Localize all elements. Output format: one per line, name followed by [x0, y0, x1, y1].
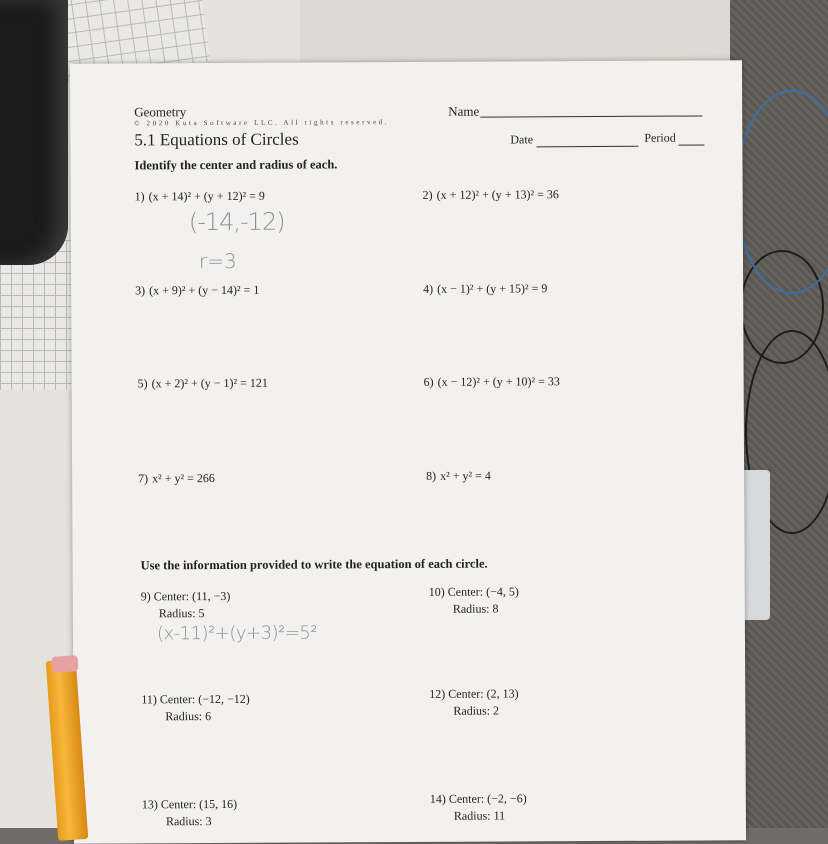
problem-radius: Radius: 6: [165, 709, 212, 724]
problem-number: 5): [137, 376, 148, 391]
problem-radius: Radius: 3: [165, 814, 212, 829]
problem-6: [424, 374, 560, 390]
problem-1: [135, 189, 265, 205]
copyright-notice: © 2020 Kuta Software LLC. All rights reserved.: [134, 118, 390, 128]
problem-number: 13): [141, 797, 158, 812]
problem-radius: Radius: 2: [453, 703, 500, 718]
problem-number: 11): [141, 692, 157, 707]
problem-number: 6): [423, 374, 434, 389]
problem-4: [423, 281, 547, 297]
problem-11: [141, 691, 250, 726]
problem-radius: Radius: 11: [453, 808, 506, 823]
problem-radius: Radius: 5: [158, 606, 205, 621]
problem-equation: (x − 12)² + (y + 10)² = 33: [437, 374, 560, 389]
problem-8: [426, 469, 491, 484]
period-label: Period: [644, 130, 676, 145]
date-label: Date: [510, 132, 534, 147]
handwritten-center-answer: (-14,-12): [188, 207, 285, 237]
pencil-eraser: [51, 655, 78, 673]
problem-center: Center: (−4, 5): [447, 584, 519, 599]
problem-3: [135, 283, 259, 299]
course-name: Geometry: [134, 104, 187, 120]
page-title: 5.1 Equations of Circles: [134, 129, 299, 150]
problem-2: [423, 187, 559, 203]
handwritten-equation-answer: (x-11)²+(y+3)²=5²: [156, 622, 318, 645]
problem-7: [138, 471, 215, 486]
problem-radius: Radius: 8: [452, 601, 499, 616]
problem-number: 8): [426, 468, 437, 483]
problem-12: [429, 685, 518, 719]
problem-equation: x² + y² = 4: [440, 468, 491, 483]
problem-center: Center: (11, −3): [153, 588, 231, 604]
problem-number: 2): [422, 187, 433, 202]
problem-equation: (x + 9)² + (y − 14)² = 1: [149, 282, 260, 298]
problem-13: [142, 796, 237, 830]
problem-number: 4): [423, 281, 434, 296]
name-line[interactable]: [480, 115, 702, 117]
problem-center: Center: (−12, −12): [159, 691, 250, 707]
problem-equation: x² + y² = 266: [152, 471, 215, 486]
problem-14: [430, 790, 527, 825]
problem-center: Center: (2, 13): [448, 686, 519, 701]
problem-9: [141, 588, 231, 622]
problem-center: Center: (−2, −6): [448, 791, 527, 806]
section1-instruction: Identify the center and radius of each.: [134, 157, 338, 173]
handwritten-radius-answer: r=3: [198, 248, 237, 274]
black-mug: [0, 0, 68, 265]
problem-equation: (x + 12)² + (y + 13)² = 36: [436, 187, 559, 202]
period-line[interactable]: [678, 144, 704, 145]
problem-10: [429, 583, 519, 617]
problem-number: 3): [135, 283, 146, 298]
problem-equation: (x + 14)² + (y + 12)² = 9: [148, 188, 265, 204]
problem-equation: (x − 1)² + (y + 15)² = 9: [437, 281, 548, 296]
problem-equation: (x + 2)² + (y − 1)² = 121: [151, 375, 268, 391]
name-label: Name: [448, 103, 480, 119]
section2-instruction: Use the information provided to write the equation of each circle.: [140, 556, 488, 573]
problem-number: 1): [134, 189, 145, 204]
underlying-paper-top: [300, 0, 730, 70]
problem-number: 9): [140, 589, 151, 604]
problem-number: 12): [429, 686, 446, 701]
problem-number: 14): [429, 791, 446, 806]
problem-5: [138, 376, 268, 392]
date-line[interactable]: [536, 146, 638, 148]
worksheet: [70, 60, 746, 844]
problem-number: 10): [428, 584, 445, 599]
problem-number: 7): [138, 471, 149, 486]
problem-center: Center: (15, 16): [160, 796, 238, 812]
